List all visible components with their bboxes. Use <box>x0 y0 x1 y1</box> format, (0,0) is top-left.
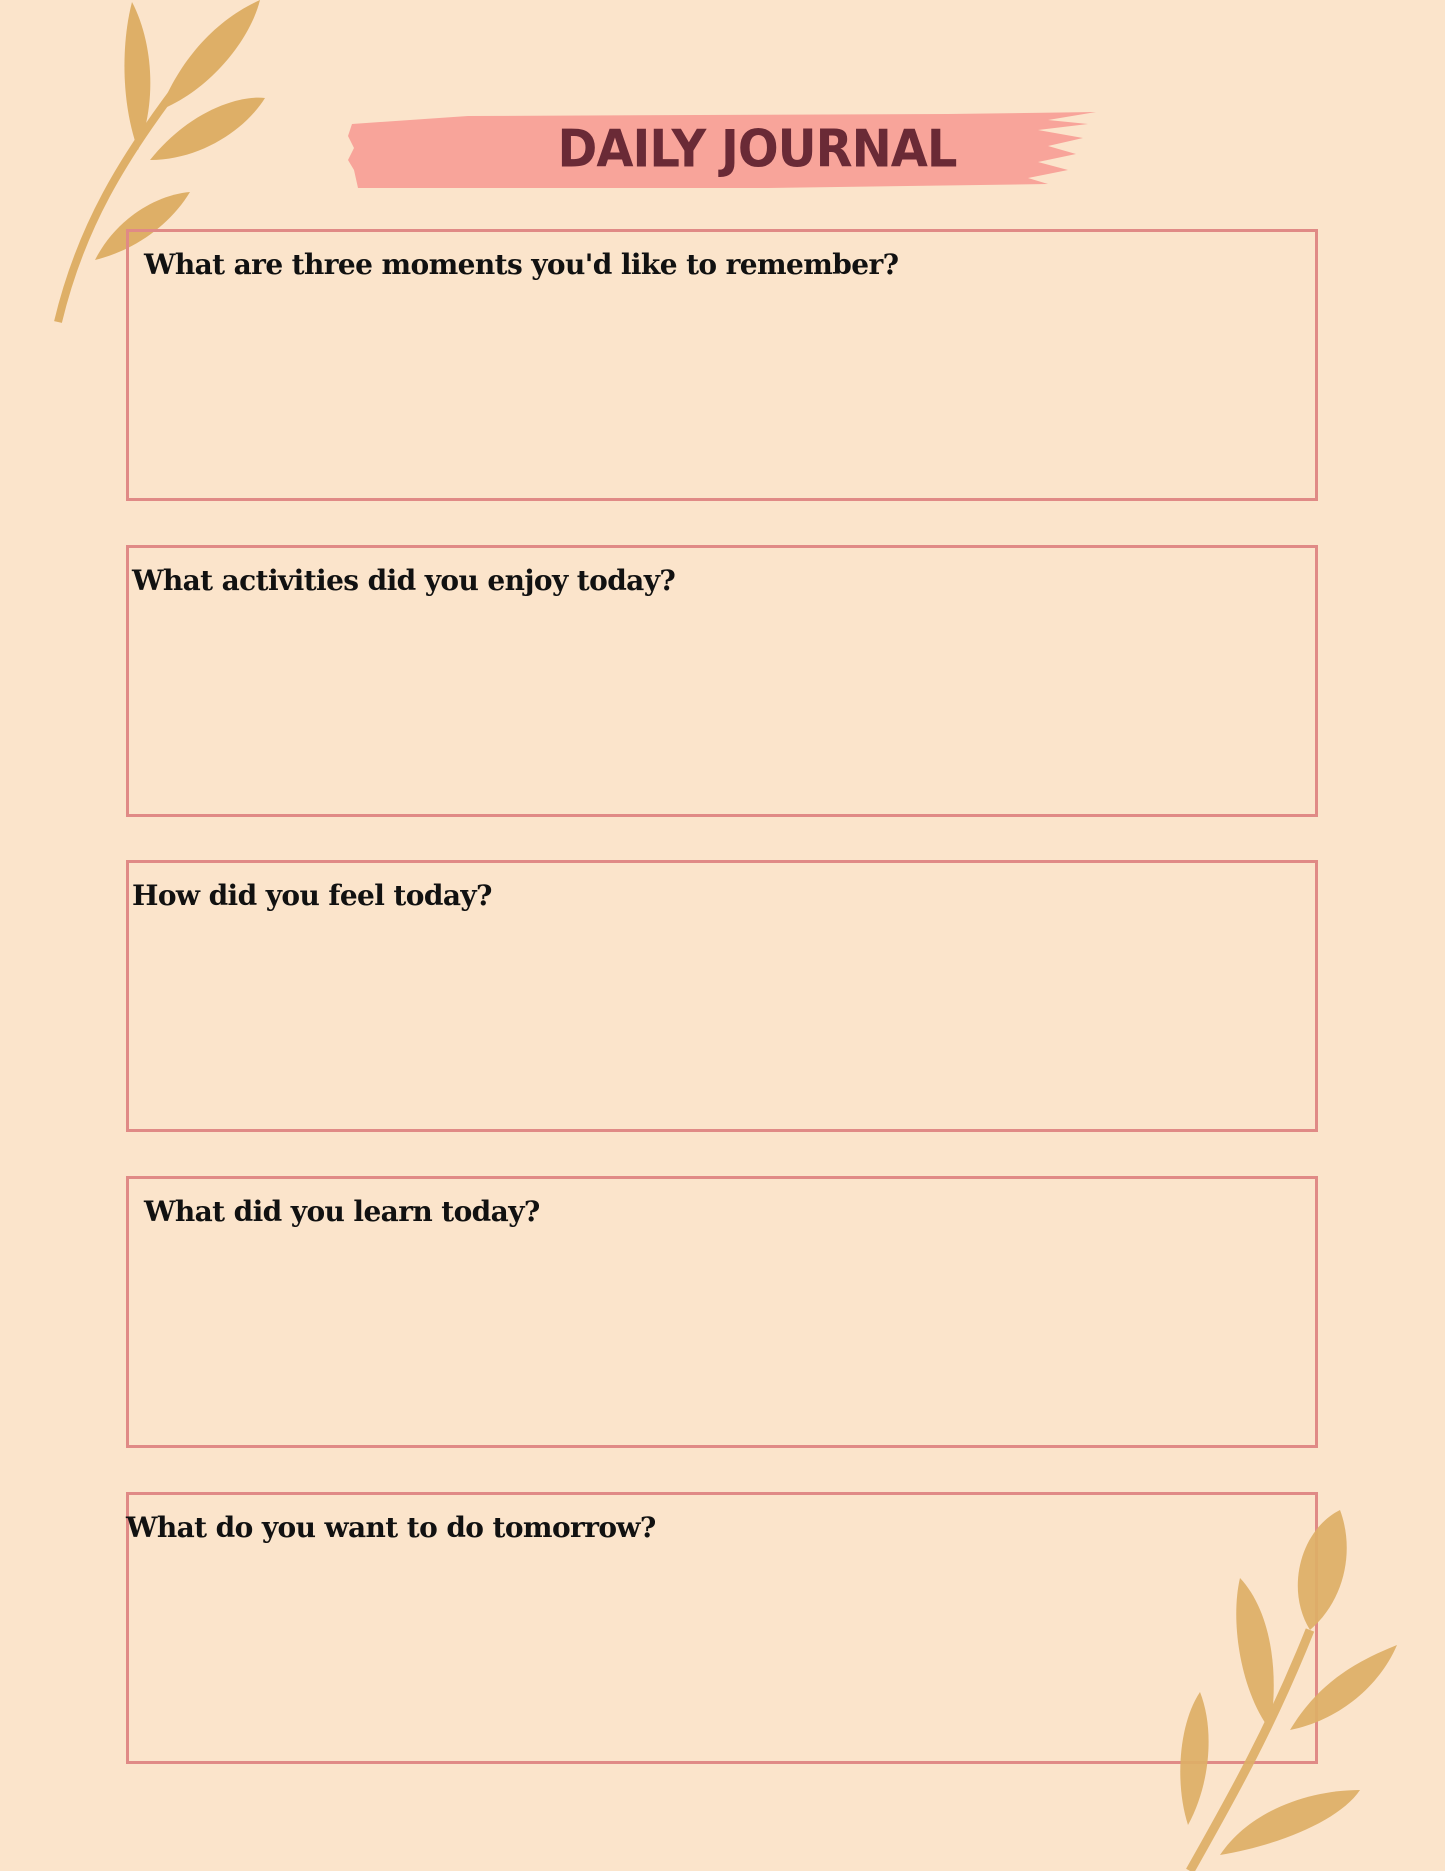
prompt-box-feelings[interactable] <box>126 860 1318 1132</box>
prompt-box-activities[interactable] <box>126 545 1318 817</box>
prompt-question: How did you feel today? <box>132 879 492 912</box>
leaf-branch-bottom-right-decoration <box>1160 1510 1400 1871</box>
prompt-box-tomorrow[interactable] <box>126 1492 1318 1764</box>
prompt-question: What activities did you enjoy today? <box>132 564 676 597</box>
prompt-question: What did you learn today? <box>144 1195 540 1228</box>
prompt-box-moments[interactable] <box>126 229 1318 501</box>
page-title: DAILY JOURNAL <box>557 118 957 180</box>
prompt-box-learned[interactable] <box>126 1176 1318 1448</box>
prompt-question: What are three moments you'd like to remember? <box>144 248 899 281</box>
prompt-question: What do you want to do tomorrow? <box>126 1511 656 1544</box>
